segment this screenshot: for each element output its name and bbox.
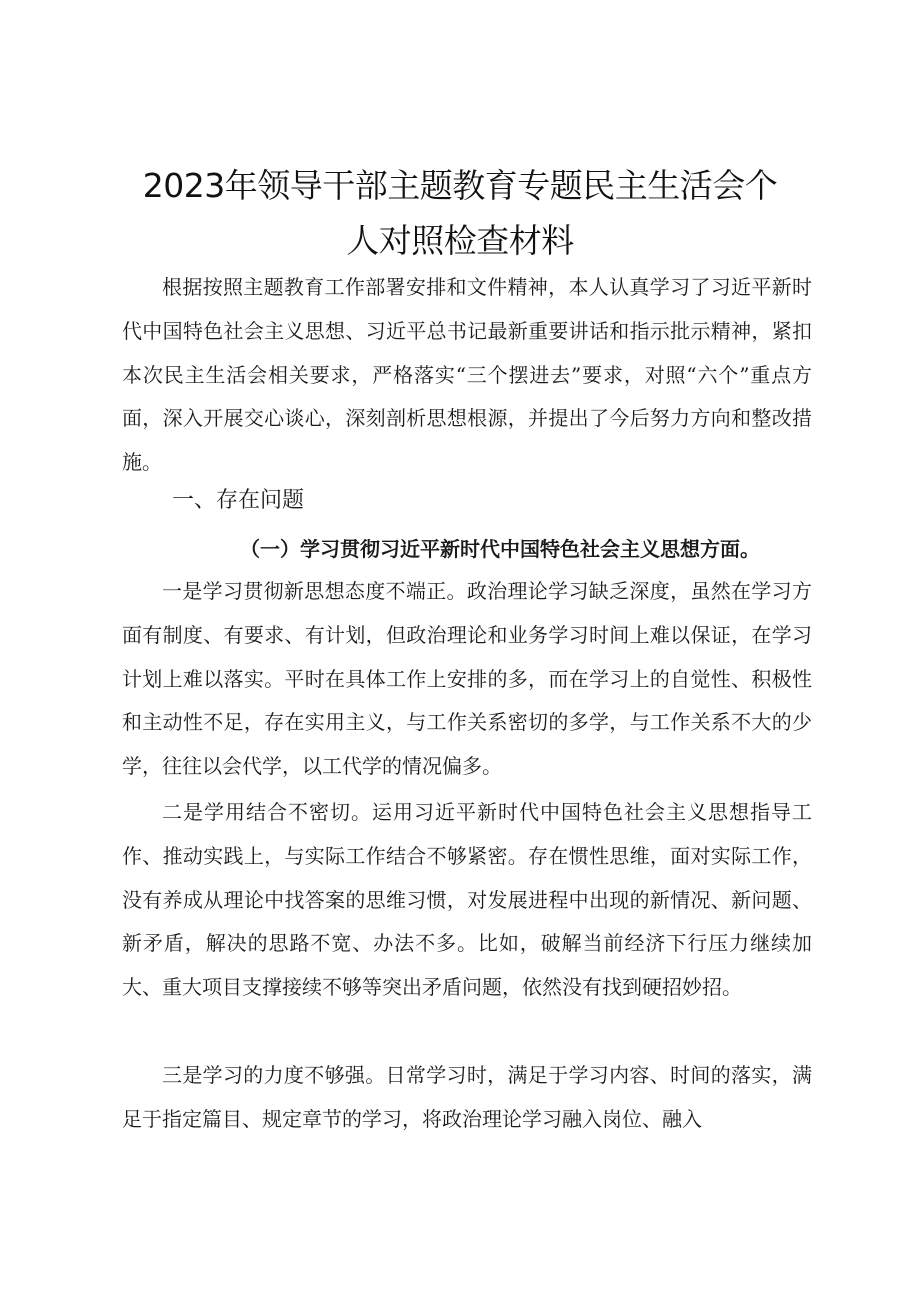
intro-paragraph: 根据按照主题教育工作部署安排和文件精神，本人认真学习了习近平新时代中国特色社会主义思想、习近平总书记最新重要讲话和指示批示精神，紧扣本次民主生活会相关要求，严格落实“三个摆进去”要求，对照“六个”重点方面，深入开展交心谈心，深刻剖析思想根源，并提出了今后努力方向和整改措施。 — [122, 275, 812, 475]
body-paragraph-1: 一是学习贯彻新思想态度不端正。政治理论学习缺乏深度，虽然在学习方面有制度、有要求、有计划，但政治理论和业务学习时间上难以保证，在学习计划上难以落实。平时在具体工作上安排的多，而在学习上的自觉性、积极性和主动性不足，存在实用主义，与工作关系密切的多学，与工作关系不大的少学，往往以会代学，以工代学的情况偏多。 — [122, 579, 812, 779]
body-paragraph-2: 二是学用结合不密切。运用习近平新时代中国特色社会主义思想指导工作、推动实践上，与实际工作结合不够紧密。存在惯性思维，面对实际工作，没有养成从理论中找答案的思维习惯，对发展进程中出现的新情况、新问题、新矛盾，解决的思路不宽、办法不多。比如，破解当前经济下行压力继续加大、重大项目支撑接续不够等突出矛盾问题，依然没有找到硬招妙招。 — [122, 800, 812, 1000]
document-title-line-1: 2023年领导干部主题教育专题民主生活会个 — [142, 166, 778, 205]
section-heading: 一、存在问题 — [172, 488, 305, 513]
document-title-line-2: 人对照检查材料 — [346, 221, 574, 260]
body-paragraph-3: 三是学习的力度不够强。日常学习时，满足于学习内容、时间的落实，满足于指定篇目、规定章节的学习，将政治理论学习融入岗位、融入 — [122, 1063, 812, 1131]
subsection-heading: （一）学习贯彻习近平新时代中国特色社会主义思想方面。 — [240, 537, 760, 561]
